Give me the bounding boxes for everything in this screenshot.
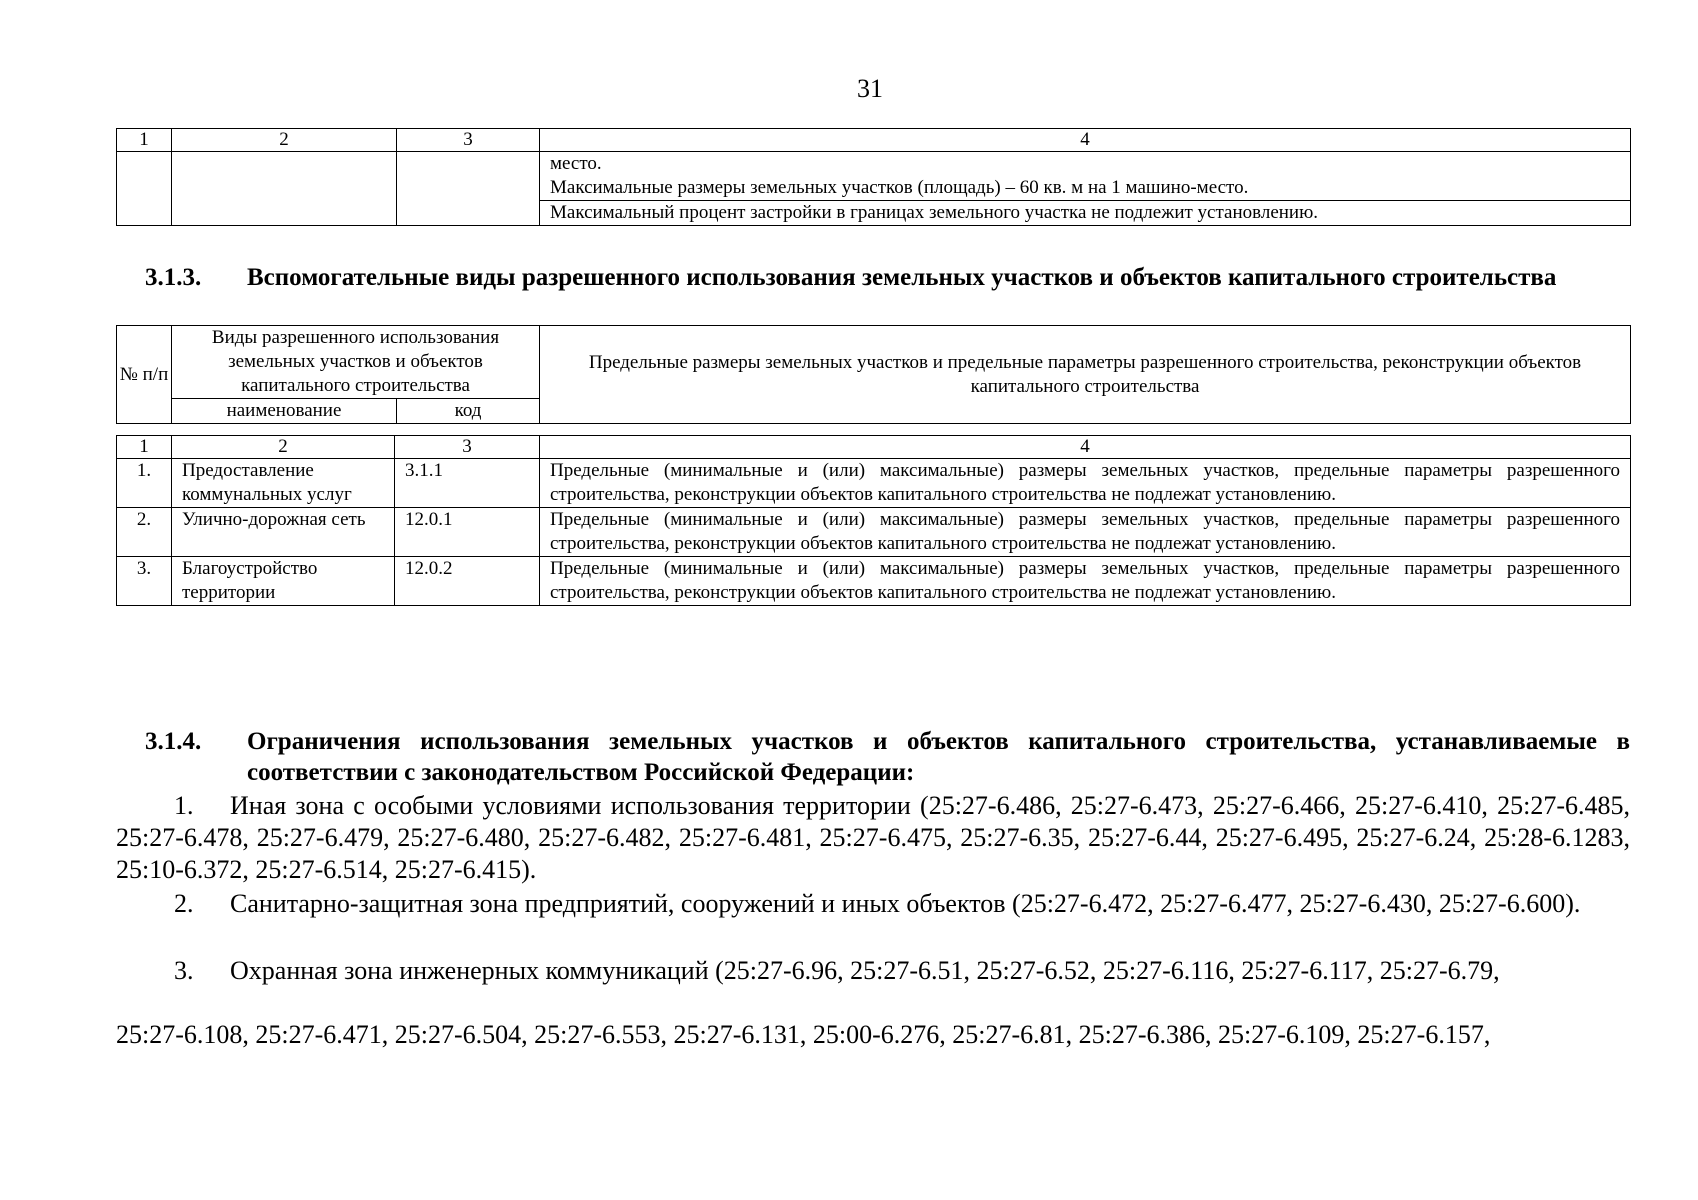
use-limits: Предельные (минимальные и (или) максимальные) размеры земельных участков, предельные параметры разрешенного строительства, реконструкции объектов капитального строительства не подлежат установлению. <box>540 557 1631 606</box>
col-number: 3 <box>397 129 540 152</box>
col-number: 1 <box>117 129 172 152</box>
col-number: 1 <box>117 436 172 459</box>
restriction-paragraph-continuation: 25:27-6.108, 25:27-6.471, 25:27-6.504, 25:27-6.553, 25:27-6.131, 25:00-6.276, 25:27-6.81, 25:27-6.386, 25:27-6.109, 25:27-6.157, <box>116 1020 1491 1049</box>
header-types: Виды разрешенного использования земельных участков и объектов капитального строительства <box>172 326 540 399</box>
aux-uses-header-table <box>116 325 1631 424</box>
table-row <box>117 508 1631 557</box>
page-number: 31 <box>857 74 883 103</box>
col-number: 2 <box>172 129 397 152</box>
section-heading-3-1-3 <box>145 262 1630 293</box>
col-number: 4 <box>540 129 1631 152</box>
restriction-paragraph <box>116 790 1630 886</box>
paragraph-number: 2. <box>174 889 194 918</box>
cell-text: Максимальные размеры земельных участков (площадь) – 60 кв. м на 1 машино-место. <box>550 177 1249 198</box>
paragraph-text: Охранная зона инженерных коммуникаций (25:27-6.96, 25:27-6.51, 25:27-6.52, 25:27-6.116, 25:27-6.117, 25:27-6.79, <box>230 956 1500 985</box>
table-row <box>117 459 1631 508</box>
use-name: Благоустройство территории <box>172 557 395 606</box>
col-number: 3 <box>395 436 540 459</box>
paragraph-number: 3. <box>174 956 194 985</box>
row-number: 2. <box>117 508 172 557</box>
table-cell <box>397 152 540 226</box>
use-code: 12.0.2 <box>395 557 540 606</box>
row-number: 3. <box>117 557 172 606</box>
section-title: Ограничения использования земельных участков и объектов капитального строительства, устанавливаемые в соответствии с законодательством Российской Федерации: <box>247 728 1630 786</box>
header-limits: Предельные размеры земельных участков и предельные параметры разрешенного строительства, реконструкции объектов капитального строительства <box>540 326 1631 424</box>
restriction-paragraph <box>116 888 1630 920</box>
section-number: 3.1.3. <box>145 264 202 291</box>
header-name: наименование <box>172 399 397 424</box>
use-code: 12.0.1 <box>395 508 540 557</box>
column-number-row <box>117 436 1631 459</box>
column-number-row <box>117 129 1631 152</box>
section-number: 3.1.4. <box>145 728 202 755</box>
table-row <box>117 152 1631 201</box>
paragraph-number: 1. <box>174 791 194 820</box>
continuation-table <box>116 128 1631 226</box>
section-title: Вспомогательные виды разрешенного использования земельных участков и объектов капитального строительства <box>247 264 1557 291</box>
table-row <box>117 557 1631 606</box>
col-number: 4 <box>540 436 1631 459</box>
aux-uses-table <box>116 435 1631 606</box>
use-limits: Предельные (минимальные и (или) максимальные) размеры земельных участков, предельные параметры разрешенного строительства, реконструкции объектов капитального строительства не подлежат установлению. <box>540 508 1631 557</box>
restriction-paragraph <box>116 955 1630 987</box>
row-number: 1. <box>117 459 172 508</box>
use-name: Предоставление коммунальных услуг <box>172 459 395 508</box>
use-limits: Предельные (минимальные и (или) максимальные) размеры земельных участков, предельные параметры разрешенного строительства, реконструкции объектов капитального строительства не подлежат установлению. <box>540 459 1631 508</box>
header-row <box>117 326 1631 399</box>
table-cell <box>540 152 1631 201</box>
table-cell: Максимальный процент застройки в границах земельного участка не подлежит установлению. <box>540 201 1631 226</box>
col-number: 2 <box>172 436 395 459</box>
table-cell <box>117 152 172 226</box>
use-name: Улично-дорожная сеть <box>172 508 395 557</box>
header-num: № п/п <box>117 326 172 424</box>
header-code: код <box>397 399 540 424</box>
section-heading-3-1-4 <box>145 726 1630 788</box>
paragraph-text: Санитарно-защитная зона предприятий, сооружений и иных объектов (25:27-6.472, 25:27-6.477, 25:27-6.430, 25:27-6.600). <box>230 889 1581 918</box>
use-code: 3.1.1 <box>395 459 540 508</box>
paragraph-text: Иная зона с особыми условиями использования территории (25:27-6.486, 25:27-6.473, 25:27-6.466, 25:27-6.410, 25:27-6.485, 25:27-6.478, 25:27-6.479, 25:27-6.480, 25:27-6.482, 25:27-6.481, 25:27-6.475, 25:27-6.35, 25:27-6.44, 25:27-6.495, 25:27-6.24, 25:28-6.1283, 25:10-6.372, 25:27-6.514, 25:27-6.415). <box>116 791 1630 884</box>
cell-text: место. <box>550 153 602 174</box>
table-cell <box>172 152 397 226</box>
